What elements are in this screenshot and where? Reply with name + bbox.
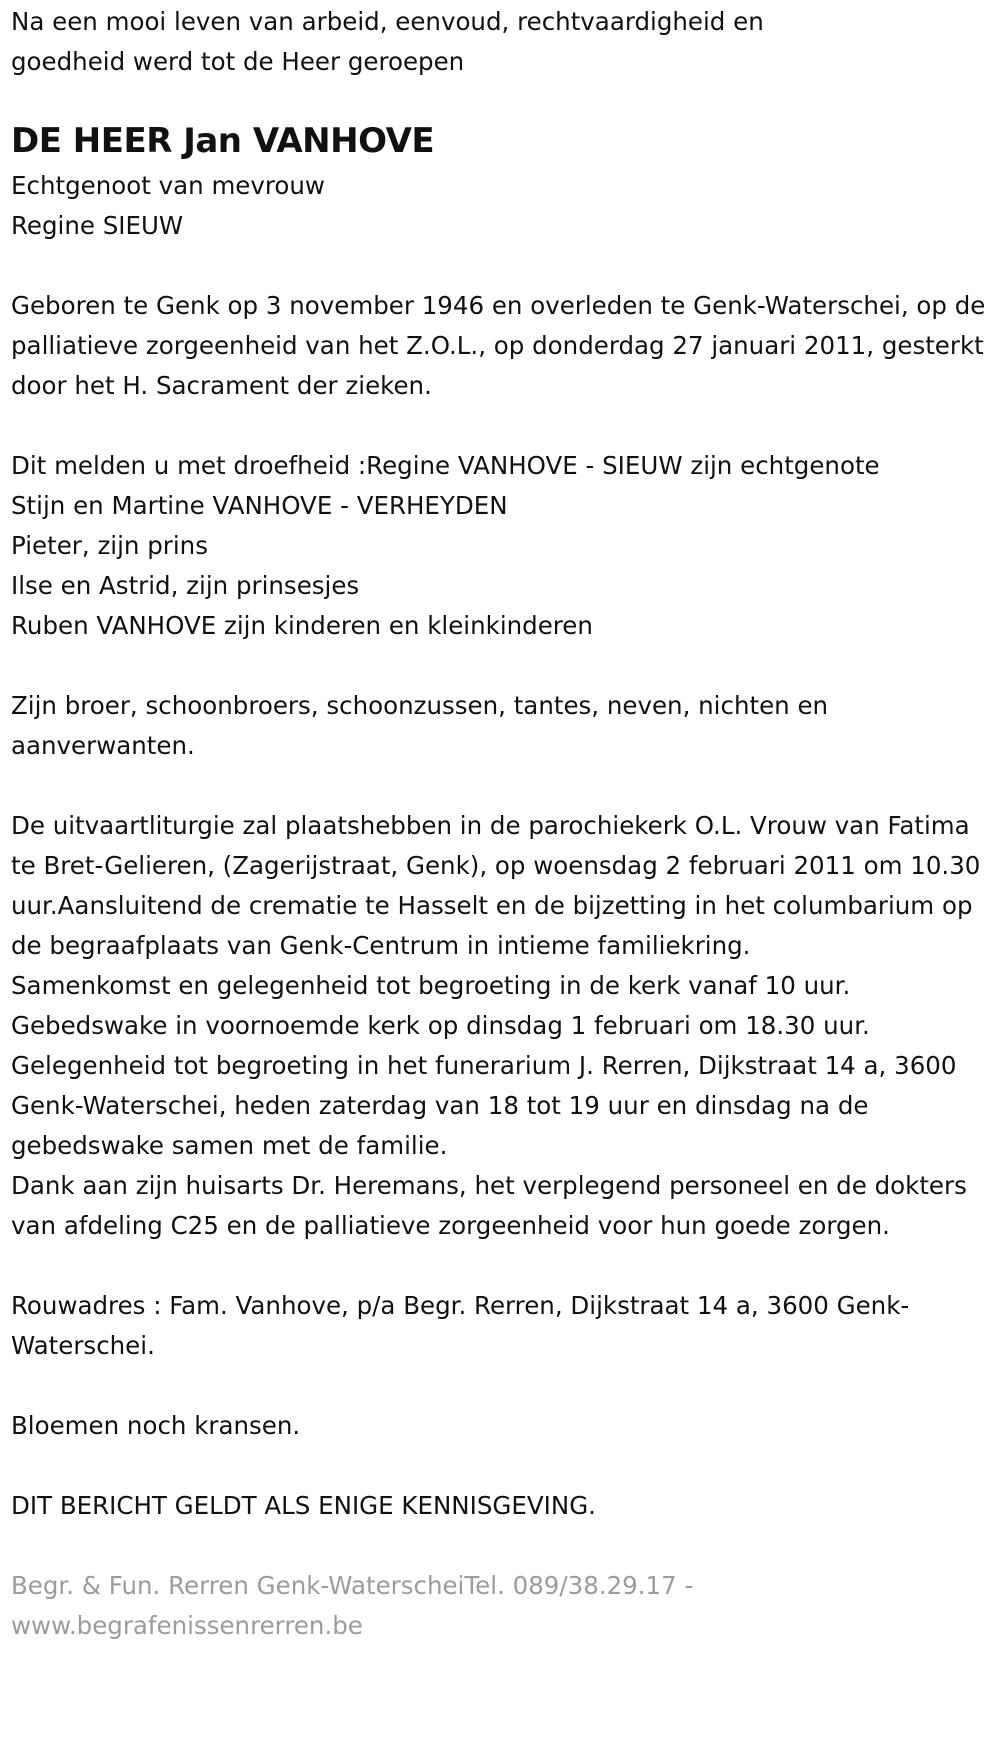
mourner-line: Ruben VANHOVE zijn kinderen en kleinkinderen — [11, 611, 593, 640]
spouse-line-2: Regine SIEUW — [11, 211, 184, 240]
spacer — [11, 1526, 989, 1566]
mourners-list — [11, 446, 989, 646]
mourning-address: Rouwadres : Fam. Vanhove, p/a Begr. Rerren, Dijkstraat 14 a, 3600 Genk-Waterschei. — [11, 1291, 910, 1360]
funeral-details — [11, 806, 989, 1246]
flowers-note: Bloemen noch kransen. — [11, 1411, 301, 1440]
spouse-line-1: Echtgenoot van mevrouw — [11, 171, 325, 200]
mourner-line: Ilse en Astrid, zijn prinsesjes — [11, 571, 360, 600]
mourner-line: Pieter, zijn prins — [11, 531, 208, 560]
thanks-text: Dank aan zijn huisarts Dr. Heremans, het verplegend personeel en de dokters van afdeling C25 en de palliatieve zorgeenheid voor hun goede zorgen. — [11, 1171, 967, 1240]
prayer-vigil: Gebedswake in voornoemde kerk op dinsdag 1 februari om 18.30 uur. — [11, 1011, 870, 1040]
deceased-name: DE HEER Jan VANHOVE — [11, 121, 435, 161]
spacer — [11, 766, 989, 806]
birth-death-text: Geboren te Genk op 3 november 1946 en overleden te Genk-Waterschei, op de palliatieve zorgeenheid van het Z.O.L., op donderdag 27 januari 2011, gesterkt door het H. Sacrament der zieken. — [11, 291, 986, 400]
funerarium-visit: Gelegenheid tot begroeting in het funerarium J. Rerren, Dijkstraat 14 a, 3600 Genk-Waterschei, heden zaterdag van 18 tot 19 uur en dinsdag na de gebedswake samen met de familie. — [11, 1051, 957, 1160]
spacer — [11, 646, 989, 686]
mourner-line: Dit melden u met droefheid :Regine VANHOVE - SIEUW zijn echtgenote — [11, 451, 880, 480]
mourner-line: Stijn en Martine VANHOVE - VERHEYDEN — [11, 491, 508, 520]
spacer — [11, 1446, 989, 1486]
intro-text: Na een mooi leven van arbeid, eenvoud, rechtvaardigheid en goedheid werd tot de Heer geroepen — [11, 7, 764, 76]
funeral-liturgy: De uitvaartliturgie zal plaatshebben in de parochiekerk O.L. Vrouw van Fatima te Bret-Gelieren, (Zagerijstraat, Genk), op woensdag 2 februari 2011 om 10.30 uur.Aansluitend de crematie te Hasselt en de bijzetting in het columbarium op de begraafplaats van Genk-Centrum in intieme familiekring. — [11, 811, 981, 960]
spacer — [11, 1246, 989, 1286]
spacer — [11, 406, 989, 446]
spacer — [11, 1366, 989, 1406]
church-gathering: Samenkomst en gelegenheid tot begroeting in de kerk vanaf 10 uur. — [11, 971, 851, 1000]
relatives-text: Zijn broer, schoonbroers, schoonzussen, tantes, neven, nichten en aanverwanten. — [11, 691, 829, 760]
funeral-home-footer: Begr. & Fun. Rerren Genk-WaterscheiTel. 089/38.29.17 - www.begrafenissenrerren.be — [11, 1571, 694, 1640]
spacer — [11, 246, 989, 286]
official-notice: DIT BERICHT GELDT ALS ENIGE KENNISGEVING. — [11, 1491, 596, 1520]
